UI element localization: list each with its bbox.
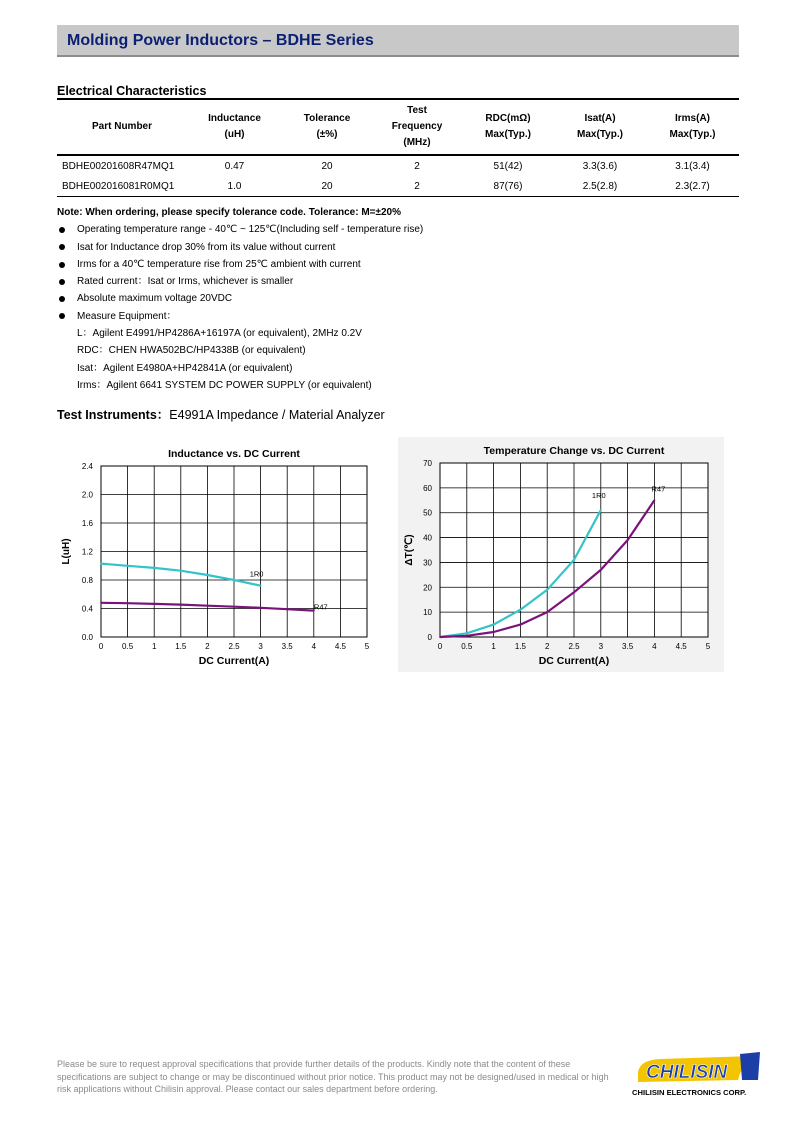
chart-title: Inductance vs. DC Current [168,448,300,460]
test-instruments-value: E4991A Impedance / Material Analyzer [169,408,385,422]
data-point [100,602,102,604]
column-header [554,100,646,155]
note-bullet-text: Absolute maximum voltage 20VDC [77,293,233,305]
temperature-chart [398,437,724,677]
column-header-line: Part Number [91,121,152,132]
chart-title: Temperature Change vs. DC Current [483,445,665,457]
y-tick-label: 0.0 [81,633,93,642]
logo-text: CHILISIN [646,1062,728,1083]
x-axis-label: DC Current(A) [538,655,610,667]
data-point [260,607,262,609]
x-tick-label: 1 [491,642,496,651]
table-cell: 20 [321,180,333,192]
data-point [153,603,155,605]
note-bullet-text: Isat for Inductance drop 30% from its value without current [77,241,336,253]
note-title: Note: When ordering, please specify tolerance code. Tolerance: M=±20% [57,207,402,218]
table-cell: 3.1(3.4) [675,160,710,172]
data-point [233,606,235,608]
x-tick-label: 0.5 [461,642,473,651]
table-cell: 3.3(3.6) [582,160,618,172]
y-tick-label: 50 [423,508,432,518]
column-header [462,100,554,155]
bullet-dot-icon [59,244,65,250]
y-tick-label: 10 [423,608,432,618]
bullet-dot-icon [59,262,65,268]
y-tick-label: 70 [423,459,432,468]
test-instruments-label: Test Instruments： [57,408,170,422]
table-cell: 0.47 [224,160,245,172]
x-tick-label: 0 [437,642,443,651]
y-tick-label: 0.8 [81,576,93,585]
data-point [627,539,629,541]
bullet-dot-icon [59,279,65,285]
data-point [546,589,548,591]
x-tick-label: 1.5 [514,642,526,651]
table-cell: BDHE00201608R47MQ1 [62,160,175,172]
table-cell: 51(42) [493,160,523,172]
data-point [439,636,441,638]
column-header-line: (MHz) [403,137,431,148]
note-bullet [57,273,423,290]
column-header [57,100,187,155]
note-bullet-text: Rated current：Isat or Irms, whichever is smaller [77,276,294,288]
x-tick-label: 1 [151,642,157,651]
table-cell: 2 [414,180,420,192]
data-point [600,569,602,571]
y-tick-label: 20 [423,583,432,593]
page-title: Molding Power Inductors – BDHE Series [67,32,374,49]
column-header-line: Test [407,105,427,116]
data-point [286,608,288,610]
company-name: CHILISIN ELECTRONICS CORP. [632,1088,747,1097]
y-tick-label: 0.4 [81,604,93,614]
x-axis-label: DC Current(A) [198,655,270,667]
column-header [372,100,462,155]
data-point [153,567,155,569]
inductance-chart-svg [57,437,387,672]
series-label: R47 [313,602,328,612]
electrical-characteristics-table [57,100,739,197]
x-tick-label: 5 [705,642,711,651]
table-header-row [57,100,739,155]
table-row [57,176,739,197]
notes-block [57,204,423,394]
series-label: 1R0 [249,569,264,579]
equipment-item: Isat：Agilent E4980A+HP42841A (or equivalent) [77,362,293,374]
y-tick-label: 1.2 [81,547,93,557]
column-header-line: Isat(A) [584,113,616,124]
data-point [466,635,468,637]
column-header-line: (uH) [224,129,245,140]
data-point [520,609,522,611]
column-header-line: Irms(A) [674,113,710,124]
note-bullet-text: Operating temperature range - 40℃ ~ 125℃(Including self - temperature rise) [77,224,424,236]
data-point [520,624,522,626]
data-point [207,574,209,576]
table-cell: 1.0 [227,180,242,192]
x-tick-label: 0 [98,642,104,651]
column-header [646,100,739,155]
column-header [282,100,372,155]
notes-bullets [57,221,423,325]
table-cell: 87(76) [493,180,523,192]
footer-disclaimer: Please be sure to request approval specifications that provide further details of the products. Kindly note that the content of these specifications are subject to change or may be discontinued without prior notice. This product may not be designed/used in medical or high risk applications without Chilisin approval. Please contact our sales department before ordering. [57,1059,609,1094]
test-instruments [57,405,385,423]
data-point [493,631,495,633]
note-bullet [57,256,423,273]
x-tick-label: 1.5 [175,642,187,651]
x-tick-label: 2.5 [568,642,580,651]
chilisin-logo-icon [630,1050,762,1100]
y-tick-label: 40 [423,533,432,543]
note-bullet [57,308,423,325]
x-tick-label: 0.5 [122,642,134,651]
data-point [654,499,656,501]
y-tick-label: 30 [423,558,432,568]
data-point [466,632,468,634]
logo-bar-shape [740,1052,760,1080]
data-point [260,585,262,587]
bullet-dot-icon [59,313,65,319]
x-tick-label: 2 [205,642,210,651]
column-header-line: RDC(mΩ) [485,113,531,124]
y-axis-label: ΔT(℃) [404,534,415,566]
series-label: 1R0 [591,491,606,501]
equipment-list [57,325,423,394]
table-cell: 2.5(2.8) [582,180,618,192]
x-tick-label: 4.5 [334,642,346,651]
data-point [180,604,182,606]
section-title: Electrical Characteristics [57,84,207,98]
data-point [546,611,548,613]
data-point [100,563,102,565]
table-row [57,155,739,176]
header-bar [57,25,739,57]
note-bullet-text: Measure Equipment： [77,310,177,322]
equipment-item: L：Agilent E4991/HP4286A+16197A (or equivalent), 2MHz 0.2V [77,328,362,340]
data-point [600,509,602,511]
note-bullet-text: Irms for a 40℃ temperature rise from 25℃ ambient with current [77,258,361,270]
equipment-item: RDC：CHEN HWA502BC/HP4338B (or equivalent) [77,345,306,357]
y-axis-label: L(uH) [61,538,72,565]
column-header-line: (±%) [316,129,338,140]
note-bullet [57,239,423,256]
column-header [187,100,282,155]
column-header-line: Tolerance [303,113,351,124]
series-label: R47 [651,484,666,494]
chilisin-logo [630,1050,762,1100]
equipment-item: Irms：Agilent 6641 SYSTEM DC POWER SUPPLY (or equivalent) [77,379,372,391]
note-bullet [57,290,423,307]
column-header-line: Max(Typ.) [577,129,623,140]
x-tick-label: 3 [258,642,263,651]
table-cell: 2.3(2.7) [675,180,710,192]
data-point [573,559,575,561]
temperature-chart-svg [398,437,724,672]
table-cell: BDHE002016081R0MQ1 [62,180,175,192]
data-point [573,591,575,593]
x-tick-label: 4.5 [675,642,687,651]
data-point [180,570,182,572]
column-header-line: Max(Typ.) [669,129,716,140]
table-cell: 2 [414,160,420,172]
column-header-line: Inductance [208,113,261,124]
note-bullet [57,221,423,238]
x-tick-label: 3.5 [281,642,293,651]
x-tick-label: 5 [364,642,370,651]
y-tick-label: 0 [427,633,432,642]
table-body [57,155,739,197]
data-point [233,579,235,581]
bullet-dot-icon [59,227,65,233]
data-point [493,624,495,626]
column-header-line: Max(Typ.) [485,129,531,140]
y-tick-label: 2.4 [81,462,93,471]
data-point [207,605,209,607]
inductance-chart [57,437,387,677]
data-point [127,565,129,567]
x-tick-label: 2.5 [228,642,240,651]
table-cell: 20 [321,160,333,172]
bullet-dot-icon [59,296,65,302]
y-tick-label: 60 [423,483,432,493]
x-tick-label: 3 [598,642,604,651]
y-tick-label: 1.6 [81,519,93,528]
x-tick-label: 2 [544,642,550,651]
x-tick-label: 4 [311,642,317,651]
y-tick-label: 2.0 [81,490,93,500]
column-header-line: Frequency [391,121,443,132]
x-tick-label: 3.5 [622,642,634,651]
data-point [127,602,129,604]
x-tick-label: 4 [652,642,657,651]
